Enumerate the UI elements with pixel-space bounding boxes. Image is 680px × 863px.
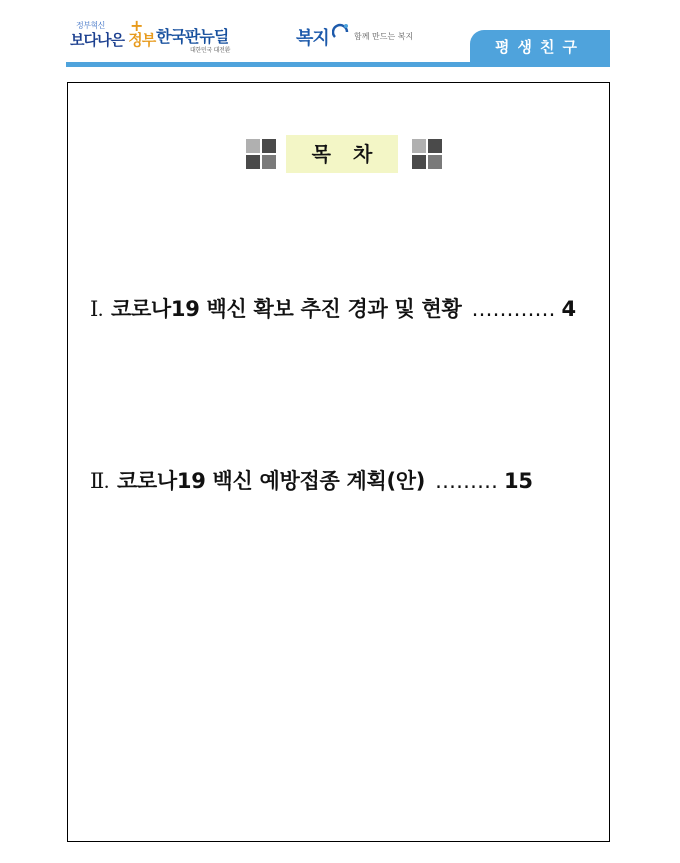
toc-entry[interactable]: [90, 293, 576, 323]
gov-logo-main-b: 정부: [128, 31, 156, 49]
korean-new-deal-logo: [156, 24, 236, 60]
toc-entry-title: 코로나19 백신 확보 추진 경과 및 현황: [110, 297, 462, 321]
decorative-square-icon: [244, 137, 278, 171]
welfare-swoosh-icon: [332, 22, 350, 40]
toc-entry-number: Ⅱ.: [90, 469, 109, 493]
toc-entry-number: Ⅰ.: [90, 297, 103, 321]
toc-title: 목차: [286, 135, 398, 173]
gov-logo-small-text: 정부혁신: [76, 21, 105, 30]
welfare-logo-slogan: 함께 만드는 복지: [354, 32, 414, 41]
toc-entry-page: 4: [561, 297, 576, 321]
toc-title-row: [244, 135, 444, 173]
new-deal-logo-text: 한국판뉴딜: [156, 27, 229, 46]
welfare-logo-text: 복지: [296, 28, 329, 49]
toc-entry-title: 코로나19 백신 예방접종 계획(안): [116, 469, 426, 493]
gov-logo-plus-mark: +: [130, 16, 144, 35]
gov-logo-main-a: 보다나은: [70, 31, 124, 49]
toc-entry-page: 15: [504, 469, 533, 493]
lifelong-friend-tab: 평생친구: [470, 30, 610, 64]
toc-page-frame: [67, 82, 610, 842]
toc-entry-leader-dots: …………: [471, 297, 556, 321]
new-deal-logo-subtext: 대한민국 대전환: [190, 47, 231, 54]
gov-innovation-logo: [70, 16, 156, 60]
page-header: [0, 0, 680, 66]
toc-entry-leader-dots: ………: [435, 469, 499, 493]
welfare-logo: [296, 22, 426, 52]
toc-entry[interactable]: [90, 465, 533, 495]
header-divider: [66, 62, 610, 67]
decorative-square-icon: [410, 137, 444, 171]
